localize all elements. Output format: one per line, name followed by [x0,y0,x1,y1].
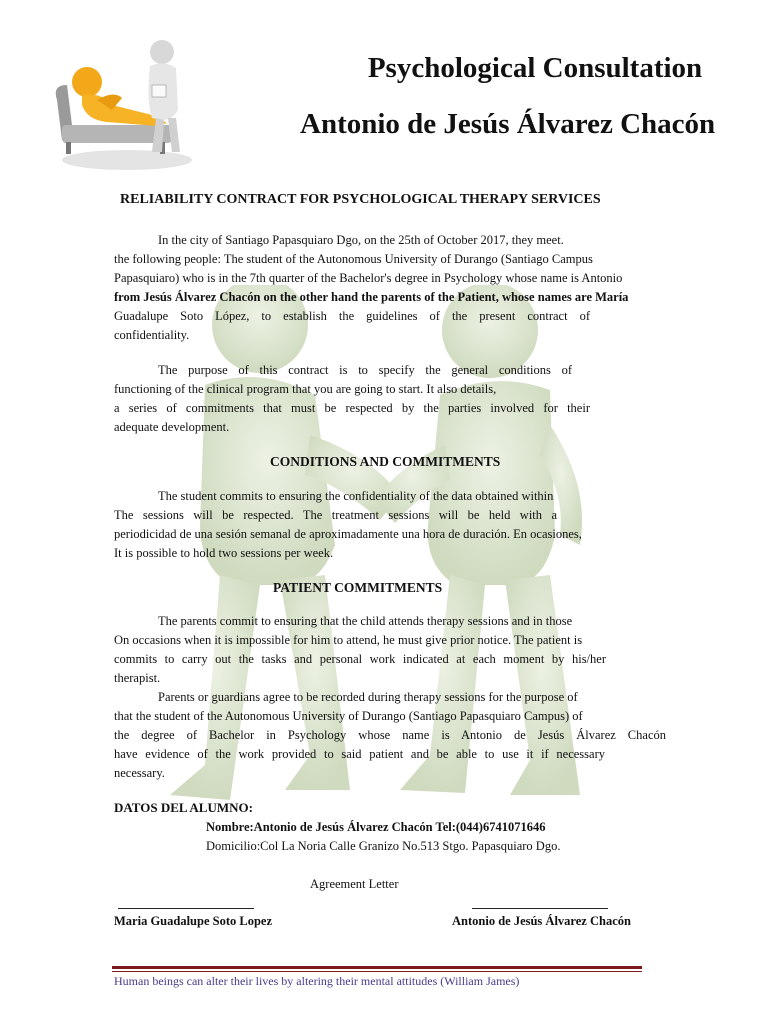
conditions-line: The student commits to ensuring the confidentiality of the data obtained within [158,489,554,503]
patient-line: necessary. [114,766,165,780]
patient-line: On occasions when it is impossible for him to attend, he must give prior notice. The patient is [114,633,583,647]
patient-line: The parents commit to ensuring that the child attends therapy sessions and in those [158,614,573,628]
conditions-line: periodicidad de una sesión semanal de aproximadamente una hora de duración. En ocasiones, [114,527,582,541]
signature-line-left [118,908,254,909]
conditions-heading: CONDITIONS AND COMMITMENTS [270,454,501,469]
footer-rule [112,966,642,969]
student-data-label: DATOS DEL ALUMNO: [114,800,253,815]
intro-paragraph [114,231,634,345]
agreement-letter-label: Agreement Letter [310,877,399,891]
signature-name-left: Maria Guadalupe Soto Lopez [114,914,272,928]
header-title-line1: Psychological Consultation [367,52,703,84]
purpose-line: a series of commitments that must be respected by the parties involved for their [114,401,590,415]
intro-line: confidentiality. [114,328,190,342]
intro-line: from Jesús Álvarez Chacón on the other hand the parents of the Patient, whose names are María [114,290,629,304]
intro-line: Papasquiaro) who is in the 7th quarter of the Bachelor's degree in Psychology whose name is Antonio [114,271,623,285]
patient-line: have evidence of the work provided to said patient and be able to use it if necessary [114,747,605,761]
intro-line: the following people: The student of the Autonomous University of Durango (Santiago Campus [114,252,593,266]
purpose-line: adequate development. [114,420,230,434]
purpose-line: The purpose of this contract is to specify the general conditions of [158,363,572,377]
signature-name-right: Antonio de Jesús Álvarez Chacón [452,914,631,928]
conditions-paragraph [114,487,624,563]
intro-line: In the city of Santiago Papasquiaro Dgo, on the 25th of October 2017, they meet. [158,233,564,247]
purpose-paragraph [114,361,590,437]
purpose-line: functioning of the clinical program that you are going to start. It also details, [114,382,497,396]
therapy-couch-illustration [52,30,192,180]
header-title-line2: Antonio de Jesús Álvarez Chacón [300,108,716,140]
patient-line: therapist. [114,671,161,685]
conditions-line: The sessions will be respected. The treatment sessions will be held with a [114,508,557,522]
patient-line: the degree of Bachelor in Psychology whose name is Antonio de Jesús Álvarez Chacón [114,728,666,742]
student-name-phone: Nombre:Antonio de Jesús Álvarez Chacón Tel:(044)6741071646 [206,820,546,834]
patient-line: Parents or guardians agree to be recorded during therapy sessions for the purpose of [158,690,578,704]
patient-paragraph-2 [114,688,666,783]
signature-line-right [472,908,608,909]
conditions-line: It is possible to hold two sessions per week. [114,546,334,560]
footer-rule-thin [112,971,642,972]
student-address: Domicilio:Col La Noria Calle Granizo No.513 Stgo. Papasquiaro Dgo. [206,839,561,853]
patient-paragraph-1 [114,612,640,688]
contract-heading: RELIABILITY CONTRACT FOR PSYCHOLOGICAL THERAPY SERVICES [120,192,601,207]
patient-line: that the student of the Autonomous University of Durango (Santiago Papasquiaro Campus) of [114,709,583,723]
intro-line: Guadalupe Soto López, to establish the guidelines of the present contract of [114,309,590,323]
patient-line: commits to carry out the tasks and personal work indicated at each moment by his/her [114,652,606,666]
footer-quote: Human beings can alter their lives by altering their mental attitudes (William James) [114,974,520,988]
patient-heading: PATIENT COMMITMENTS [273,580,443,595]
